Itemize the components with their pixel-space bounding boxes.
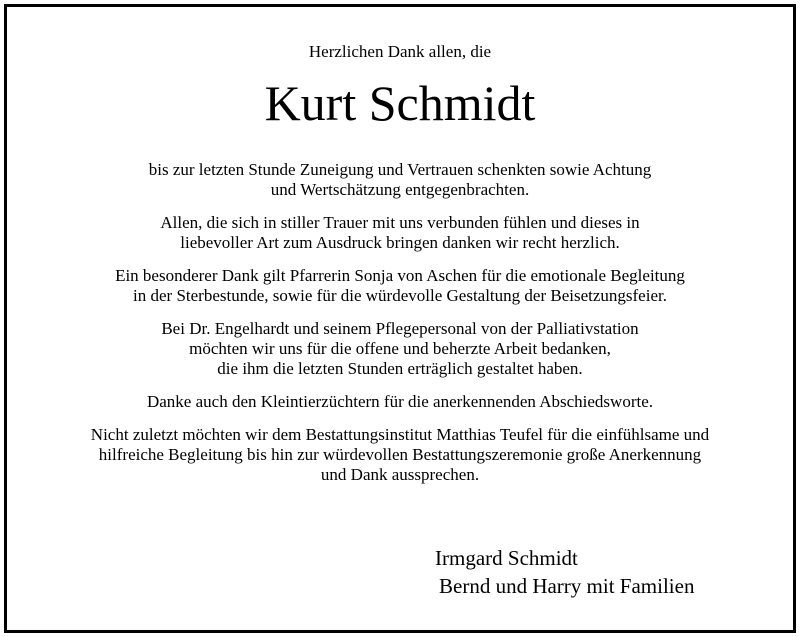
text-line: Ein besonderer Dank gilt Pfarrerin Sonja von Aschen für die emotionale Begleitung — [115, 266, 685, 285]
paragraph-pastor — [7, 266, 793, 306]
text-line: Danke auch den Kleintierzüchtern für die anerkennenden Abschiedsworte. — [146, 392, 653, 411]
text-line: die ihm die letzten Stunden erträglich gestaltet haben. — [217, 359, 583, 378]
text-line: liebevoller Art zum Ausdruck bringen danken wir recht herzlich. — [180, 233, 620, 252]
deceased-name: Kurt Schmidt — [264, 75, 536, 131]
signature-line-1: Irmgard Schmidt — [435, 546, 578, 570]
paragraph-palliative — [7, 319, 793, 379]
thanks-body — [7, 160, 793, 498]
text-line: und Dank aussprechen. — [320, 465, 480, 484]
text-line: in der Sterbestunde, sowie für die würdevolle Gestaltung der Beisetzungsfeier. — [133, 286, 667, 305]
paragraph-mourners — [7, 213, 793, 253]
text-line: und Wertschätzung entgegenbrachten. — [270, 180, 530, 199]
text-line: bis zur letzten Stunde Zuneigung und Vertrauen schenkten sowie Achtung — [148, 160, 652, 179]
paragraph-breeders — [7, 392, 793, 412]
text-line: Nicht zuletzt möchten wir dem Bestattungsinstitut Matthias Teufel für die einfühlsame und — [90, 425, 710, 444]
notice-frame — [4, 4, 796, 633]
signature-block — [435, 544, 694, 600]
paragraph-funeral-home — [7, 425, 793, 485]
text-line: Bei Dr. Engelhardt und seinem Pflegepersonal von der Palliativstation — [161, 319, 639, 338]
paragraph-thanks — [7, 160, 793, 200]
text-line: möchten wir uns für die offene und beherzte Arbeit bedanken, — [189, 339, 611, 358]
intro-line: Herzlichen Dank allen, die — [308, 42, 492, 61]
text-line: hilfreiche Begleitung bis hin zur würdevollen Bestattungszeremonie große Anerkennung — [98, 445, 702, 464]
signature-line-2: Bernd und Harry mit Familien — [439, 574, 695, 598]
text-line: Allen, die sich in stiller Trauer mit uns verbunden fühlen und dieses in — [160, 213, 640, 232]
